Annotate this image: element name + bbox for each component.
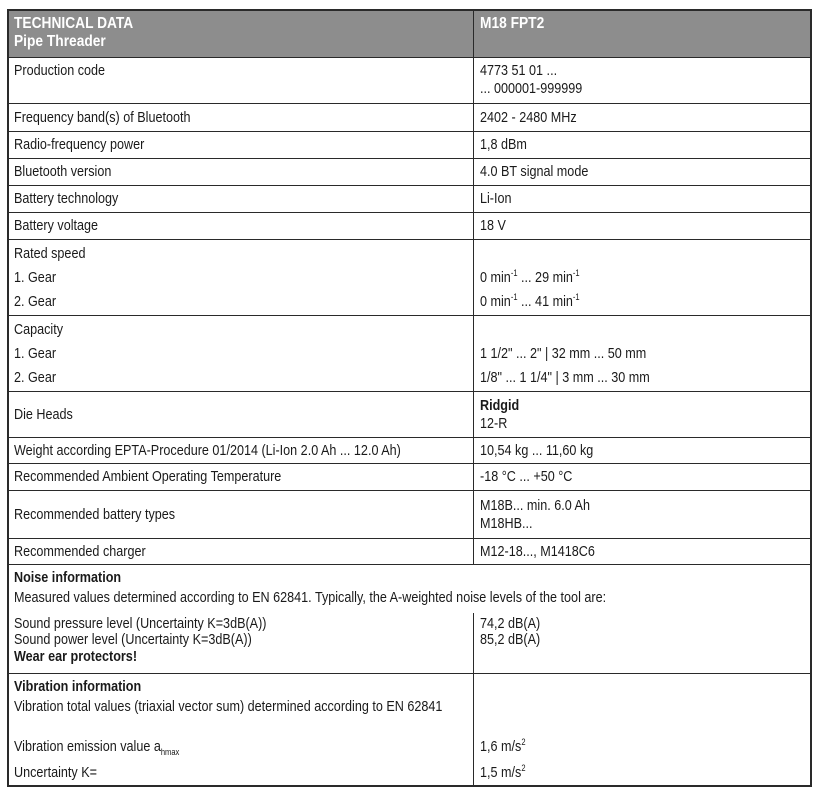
- table-row-temperature: [9, 463, 810, 490]
- uncertainty-value: 1,5 $m/s^2$: [480, 762, 526, 781]
- header-title-cell: [9, 11, 474, 57]
- row-label: Weight according EPTA-Procedure 01/2014 (Li-Ion 2.0 Ah ... 12.0 Ah): [14, 441, 401, 459]
- table-row-rated-speed: [9, 239, 810, 315]
- vibration-emission-label: Vibration emission value $a_{hmax}$: [14, 737, 180, 757]
- table-row-battery-types: [9, 490, 810, 538]
- gear-label: 1. Gear: [14, 269, 57, 286]
- sound-power-label: Sound power level (Uncertainty K=3dB(A)): [14, 631, 252, 648]
- row-label: Recommended Ambient Operating Temperature: [14, 468, 282, 485]
- row-label: Battery technology: [14, 190, 119, 207]
- row-value: Li-Ion: [480, 190, 512, 207]
- row-label: Recommended battery types: [14, 505, 176, 523]
- table-row-bluetooth-version: [9, 158, 810, 185]
- row-value: 2402 - 2480 MHz: [480, 108, 577, 126]
- noise-description: Measured values determined according to EN 62841. Typically, the A-weighted noise levels of the tool are:: [14, 589, 607, 606]
- row-label: Battery voltage: [14, 217, 99, 234]
- speed-gear2-value: 0 $\min^{-1}$ ... 41 $\min^{-1}$: [480, 292, 580, 310]
- row-value: 1,8 dBm: [480, 136, 527, 153]
- die-head-brand: Ridgid: [480, 396, 520, 414]
- gear-label: 2. Gear: [14, 369, 57, 386]
- row-label: Production code: [14, 62, 106, 79]
- table-row-battery-voltage: [9, 212, 810, 239]
- row-label: Die Heads: [14, 405, 73, 423]
- row-value: ... 000001-999999: [480, 80, 583, 97]
- table-row-capacity: [9, 315, 810, 391]
- vibration-description: Vibration total values (triaxial vector sum) determined according to EN 62841: [14, 698, 443, 715]
- table-row-rf-power: [9, 131, 810, 158]
- row-label: Bluetooth version: [14, 163, 112, 180]
- table-row-charger: [9, 538, 810, 564]
- row-label: Capacity: [14, 321, 64, 338]
- die-head-model: 12-R: [480, 414, 508, 432]
- sound-pressure-label: Sound pressure level (Uncertainty K=3dB(A)): [14, 615, 267, 632]
- row-value: M18B... min. 6.0 Ah: [480, 496, 590, 514]
- table-header: [9, 11, 810, 57]
- row-value: M12-18..., M1418C6: [480, 542, 595, 560]
- row-value: 4773 51 01 ...: [480, 62, 558, 79]
- header-model: M18 FPT2: [480, 15, 545, 32]
- noise-section: [9, 564, 810, 673]
- header-title: TECHNICAL DATA: [14, 15, 134, 32]
- noise-heading: Noise information: [14, 569, 122, 586]
- row-label: Radio-frequency power: [14, 136, 145, 153]
- table-row-battery-technology: [9, 185, 810, 212]
- capacity-gear1-value: 1 1/2" ... 2" | 32 mm ... 50 mm: [480, 345, 647, 362]
- row-value: M18HB...: [480, 514, 533, 532]
- row-value: 4.0 BT signal mode: [480, 163, 589, 180]
- vibration-emission-value: 1,6 $m/s^2$: [480, 736, 526, 755]
- row-value: 10,54 kg ... 11,60 kg: [480, 441, 594, 459]
- header-model-cell: [474, 11, 810, 57]
- gear-label: 1. Gear: [14, 345, 57, 362]
- header-subtitle: Pipe Threader: [14, 33, 106, 50]
- technical-data-table: [7, 9, 812, 787]
- sound-power-value: 85,2 dB(A): [480, 631, 541, 648]
- row-value: -18 °C ... +50 °C: [480, 468, 573, 485]
- uncertainty-label: Uncertainty K=: [14, 763, 97, 781]
- table-row-bluetooth-band: [9, 103, 810, 131]
- row-value: 18 V: [480, 217, 506, 234]
- vibration-section: [9, 673, 810, 785]
- speed-gear1-value: 0 $\min^{-1}$ ... 29 $\min^{-1}$: [480, 268, 580, 286]
- row-label: Frequency band(s) of Bluetooth: [14, 108, 191, 126]
- row-label: Recommended charger: [14, 542, 146, 560]
- sound-pressure-value: 74,2 dB(A): [480, 615, 541, 632]
- table-row-die-heads: [9, 391, 810, 437]
- ear-protection-warning: Wear ear protectors!: [14, 648, 138, 665]
- row-label: Rated speed: [14, 245, 86, 262]
- capacity-gear2-value: 1/8" ... 1 1/4" | 3 mm ... 30 mm: [480, 369, 650, 386]
- vibration-heading: Vibration information: [14, 678, 142, 695]
- table-row-weight: [9, 437, 810, 463]
- table-row-production-code: [9, 57, 810, 103]
- gear-label: 2. Gear: [14, 293, 57, 310]
